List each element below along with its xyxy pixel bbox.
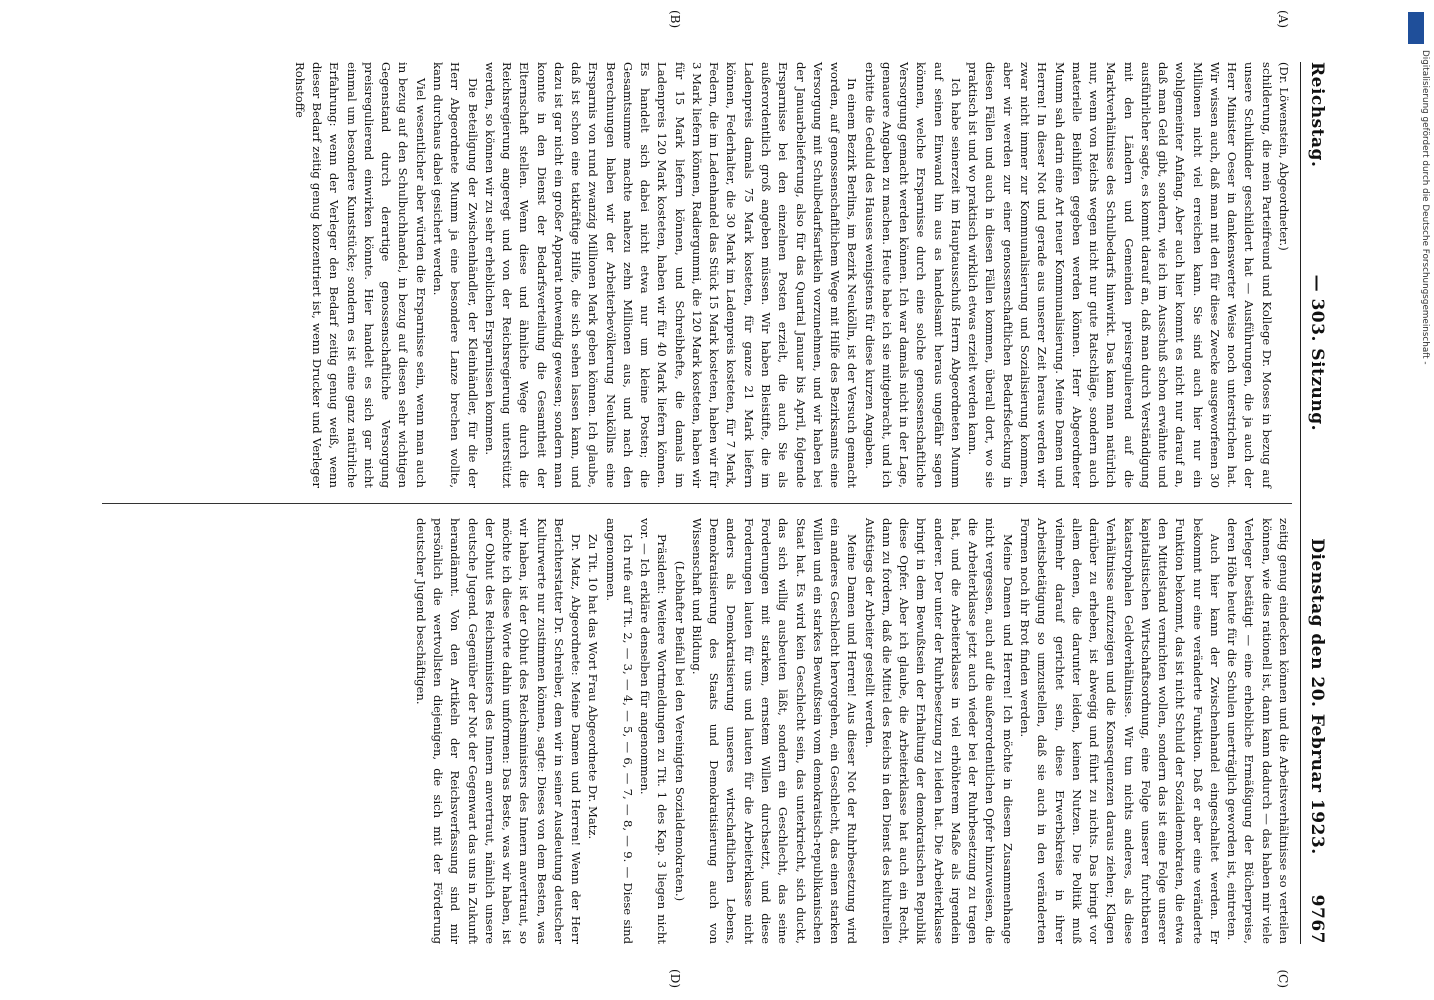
paragraph: Viel wesentlicher aber würden die Ersparnisse sein, wenn man auch in bezug auf den Schulbuchhandel, in bezug auf diesen sehr wichtigen Gegenstand durch derartige genossenschaftliche Versorgung preisregulierend einwirken könnte. Hier handelt es sich gar nicht einmal um besondere Kunststücke; sondern es ist eine ganz natürliche Erfahrung: wenn der Verleger den Bedarf zeitig genug weiß, wenn dieser Bedarf zeitig genug konzentriert ist, wenn Drucker und Verleger Rohstoffe [292,62,428,488]
paragraph: Ich rufe auf Tit. 2, — 3, — 4, — 5, — 6, — 7, — 8, — 9. — Diese sind angenommen. [603,518,635,944]
paragraph: Die Beteiligung der Zwischenhändler, der Kleinhändler, für die der Herr Abgeordnete Mumm ja eine besondere Lanze brechen wollte, kann durchaus dabei gesichert werden. [430,62,480,488]
header-session: — 303. Sitzung. [1307,274,1327,432]
right-column [102,518,1292,944]
paragraph: Präsident: Weitere Wortmeldungen zu Tit. 1 des Kap. 3 liegen nicht vor. — Ich erkläre denselben für angenommen. [638,518,670,944]
speaker-note: (Dr. Löwenstein, Abgeordneter.) [1277,62,1291,251]
digitization-watermark [1406,12,1430,732]
margin-marker-d: (D) [668,969,682,988]
applause-note: (Lebhafter Beifall bei den Vereinigten Sozialdemokraten.) [672,560,687,902]
paragraph: Zu Tit. 10 hat das Wort Frau Abgeordnete Dr. Matz. [586,534,601,840]
margin-marker-c: (C) [1276,969,1290,988]
document-page [30,0,1375,1000]
paragraph: zeitig genug eindecken können und die Arbeitsverhältnisse so verteilen können, wie dies rationell ist, dann kann dadurch — das haben mir viele Verleger bestätigt — eine erhebliche Ermäßigung der Bücherpreise, deren Höhe heute für die Schulen unerträglich geworden ist, eintreten. [1225,518,1291,944]
column-divider [102,503,1292,504]
paragraph: Ich habe seinerzeit im Hauptausschuß Herrn Abgeordneten Mumm auf seinen Einwand hin aus as handelsamt heraus ungefähr sagen können, welche Ersparnisse durch eine solche genossenschaftliche Versorgung gemacht werden können. Ich war damals nicht in der Lage, genauere Angaben zu machen. Heute habe ich sie mitgebracht, und ich erbitte die Geduld des Hauses wenigstens für diese kurzen Angaben. [862,62,963,488]
paragraph: Meine Damen und Herren! Ich möchte in diesem Zusammenhange nicht vergessen, auch auf die außerordentlichen Opfer hinzuweisen, die die Arbeiterklasse jetzt auch wieder bei der Ruhrbesetzung zu tragen hat, und die Arbeiterklasse in viel erhöhterem Maße als irgendein anderer. Der unter der Ruhrbesetzung zu leiden hat. Die Arbeiterklasse bringt in dem Bewußtsein der Erhaltung der demokratischen Republik diese Opfer. Aber ich glaube, die Arbeiterklasse hat auch ein Recht, dann zu fordern, daß die Mittel des Reichs in den Dienst des kulturellen Aufstiegs der Arbeiter gestellt werden. [862,518,1015,944]
text-columns [102,10,1292,988]
paragraph: Dr. Matz, Abgeordnete: Meine Damen und Herren! Wenn der Herr Berichterstatter Dr. Schreiber, dem wir in seiner Ausdeutung deutscher Kulturwerte nur zustimmen können, sagte: Dieses von dem Besten, was wir haben, ist der Obhut des Reichsministers des Innern anvertraut, so möchte ich diese Worte dahin umformen: Das Beste, was wir haben, ist der Obhut des Reichsministers des Innern anvertraut, nämlich unsere deutsche Jugend. Gegenüber der Not der Gegenwart das uns in Zukunft herandämmt. Von den Artikeln der Reichsverfassung sind mir persönlich die wertvollsten diejenigen, die sich mit der Förderung deutscher Jugend beschäftigen. [413,518,584,944]
page-number: 9767 [1307,894,1327,944]
dfg-logo-icon [1408,12,1432,44]
paragraph: In einem Bezirk Berlins, im Bezirk Neukölln, ist der Versuch gemacht worden, auf genossenschaftlichem Wege mit Hilfe des Bezirksamts eine Versorgung mit Schulbedarfsartikeln vorzunehmen, und wir haben bei der Januarbelieferung, also für das Quartal Januar bis April, folgende Ersparnisse bei den einzelnen Posten erzielt, die auch Sie als außerordentlich groß angeben müssen. Wir haben Bleistifte, die im Ladenpreis damals 75 Mark kosteten, für ganze 21 Mark liefern können, Federhalter, die 30 Mark im Ladenpreis kosteten, für 7 Mark, Federn, die im Ladenhandel das Stück 15 Mark kosteten, haben wir für 3 Mark liefern können, Radiergummi, die 120 Mark kosteten, haben wir für 15 Mark liefern können, und Schreibhefte, die damals im Ladenpreis 120 Mark kosteten, haben wir für 40 Mark liefern können. Es handelt sich dabei nicht etwa nur um kleine Posten; die Gesamtsumme machte nahezu zehn Millionen aus, und nach den Berechnungen haben wir der Arbeiterbevölkerung Neuköllns eine Ersparnis von rund zwanzig Millionen Mark geben können. Ich glaube, daß ist schon eine tatkräftige Hilfe, die sich sehen lassen kann, und dazu ist gar nicht ein großer Apparat notwendig gewesen; sondern man konnte in den Dienst der Bedarfsverteilung die Gesamtheit der Elternschaft stellen. Wenn diese und ähnliche Wege durch die Reichsregierung angeregt und von der Reichsregierung unterstützt werden, so können wir zu sehr erheblichen Ersparnissen kommen. [482,62,860,488]
left-column [102,62,1292,488]
svg-text:DFG: DFG [1424,19,1432,37]
paragraph: schilderung, die mein Parteifreund und Kollege Dr. Moses in bezug auf unsere Schulkinder geschildert hat — Ausführungen, die ja auch der Herr Minister Oeser in dankenswerter Weise noch unterstrichen hat. Wir wissen auch, daß man mit den für diese Zwecke ausgeworfenen 30 Millionen nicht viel erreichen kann. Sie sind auch hier nur ein wohlgemeinter Anfang. Aber auch hier kommt es nicht nur darauf an, daß man Geld gibt, sondern, wie ich im Ausschuß schon erwähnte und ausführlicher sagte, es kommt darauf an, daß man durch Verständigung mit den Ländern und Gemeinden preisregulierend auf die Marktverhältnisse des Schulbedarfs hinwirkt. Das kann man natürlich nur, wenn von Reichs wegen nicht nur gute Ratschläge, sondern auch materielle Beihilfen gegeben werden können. Herr Abgeordneter Mumm sah darin eine Art neuer Kommunalisierung. Meine Damen und Herren! In dieser Not und gerade aus unserer Zeit heraus werden wir zwar nicht immer zur Kommunalisierung und Sozialisierung kommen, aber wir werden zur einer genossenschaftlichen Bedarfsdeckung in diesen Fällen und auch in diesen Fällen kommen, überall dort, wo sie praktisch ist und wo praktisch wirklich etwas erzielt werden kann. [966,62,1274,488]
watermark-text: Digitalisierung gefördert durch die Deutsche Forschungsgemeinschaft - [1420,50,1430,365]
page-header [1300,62,1327,944]
paragraph: Meine Damen und Herren! Aus dieser Not der Ruhrbesetzung wird ein anderes Geschlecht hervorgehen, ein Geschlecht, das einen starken Willen und ein starkes Bewußtsein vom demokratisch-republikanischen Staat hat. Es wird kein Geschlecht sein, das unterkriecht, sich duckt, das sich willig ausbeuten läßt, sondern ein Geschlecht, das seine Forderungen mit starkem, ernstem Willen durchsetzt, und diese Forderungen lauten für uns und lauten für die Arbeiterklasse nicht anders als Demokratisierung unseres wirtschaftlichen Lebens, Demokratisierung des Staats und Demokratisierung auch von Wissenschaft und Bildung. [689,518,860,944]
margin-marker-b: (B) [668,10,682,29]
paragraph: Auch hier kann der Zwischenhandel eingeschaltet werden. Er bekommt nur eine veränderte Funktion. Daß er aber eine veränderte Funktion bekommt, das ist nicht Schuld der Sozialdemokraten, die etwa den Mittelstand vernichten wollen, sondern das ist eine Folge unserer kapitalistischen Wirtschaftsordnung, eine Folge unserer furchtbaren katastrophalen Geldverhältnisse. Wir tun nichts anderes, als diese Verhältnisse aufzuzeigen und die Konsequenzen daraus ziehen; Klagen darüber zu erheben, ist abwegig und führt zu nichts. Das bringt vor allem denen, die darunter leiden, keinen Nutzen. Die Politik muß vielmehr darauf gerichtet sein, diese Erwerbskreise in ihrer Arbeitsbetätigung so umzustellen, daß sie auch in den veränderten Formen noch ihr Brot finden werden. [1018,518,1222,944]
header-left: Reichstag. [1307,62,1327,168]
margin-marker-a: (A) [1276,10,1290,29]
header-date: Dienstag den 20. Februar 1923. [1307,538,1327,855]
